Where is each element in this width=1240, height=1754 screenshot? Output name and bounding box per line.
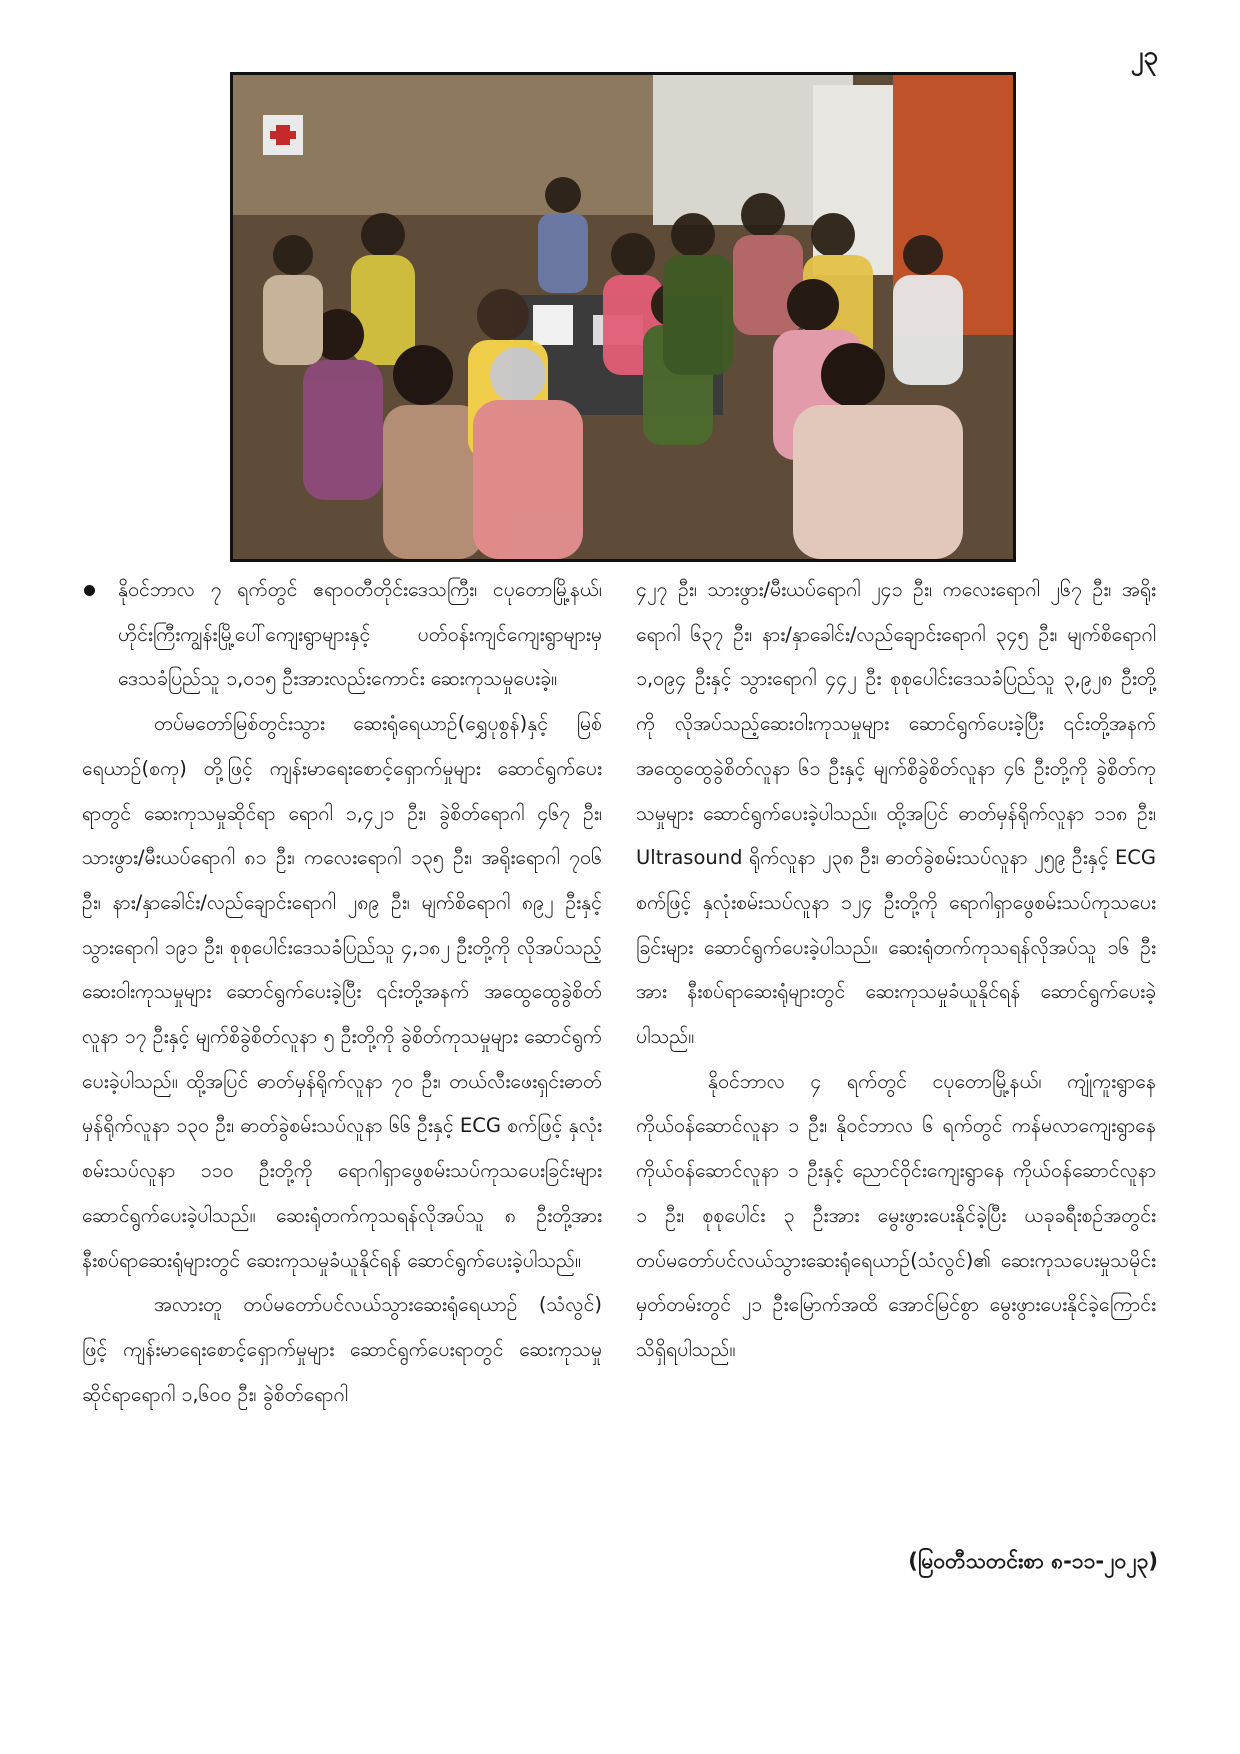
bullet-icon [84,585,95,596]
right-paragraph-2: နိုဝင်ဘာလ ၄ ရက်တွင် ငပုတောမြို့နယ်၊ ကျုံကူးရွာနေ ကိုယ်ဝန်ဆောင်လူနာ ၁ ဦး၊ နိုဝင်ဘာလ ၆ ရက်တွင် ကန်မလာကျေးရွာနေ ကိုယ်ဝန်ဆောင်လူနာ ၁ ဦးနှင့် ညောင်ဝိုင်းကျေးရွာနေ ကိုယ်ဝန်ဆောင်လူနာ ၁ ဦး၊ စုစုပေါင်း ၃ ဦးအား မွေးဖွားပေးနိုင်ခဲ့ပြီး ယခုခရီးစဉ်အတွင်း တပ်မတော်ပင်လယ်သွားဆေးရုံရေယာဉ်(သံလွင်)၏ ဆေးကုသပေးမှုသမိုင်းမှတ်တမ်းတွင် ၂၁ ဦးမြောက်အထိ အောင်မြင်စွာ မွေးဖွားပေးနိုင်ခဲ့ကြောင်း သိရှိရပါသည်။ [636,1069,1156,1361]
photo-medical-camp-icon [233,75,1013,559]
left-column [82,568,602,1417]
news-photo [230,72,1016,562]
page-number: ၂၃ [1130,41,1158,71]
bullet-paragraph [82,568,602,702]
source-citation: (မြဝတီသတင်းစာ ၈-၁၁-၂၀၂၃) [908,1549,1158,1573]
right-column [636,568,1156,1373]
left-paragraph-1: တပ်မတော်မြစ်တွင်းသွား ဆေးရုံရေယာဉ်(ရွှေပုစွန်)နှင့် မြစ်ရေယာဉ်(စကု) တို့ဖြင့် ကျန်းမာရေးစောင့်ရှောက်မှုများ ဆောင်ရွက်ပေးရာတွင် ဆေးကုသမှုဆိုင်ရာ ရောဂါ ၁,၄၂၁ ဦး၊ ခွဲစိတ်ရောဂါ ၄၆၇ ဦး၊ သားဖွား/မီးယပ်ရောဂါ ၈၁ ဦး၊ ကလေးရောဂါ ၁၃၅ ဦး၊ အရိုးရောဂါ ၇၀၆ ဦး၊ နား/နှာခေါင်း/လည်ချောင်းရောဂါ ၂၈၉ ဦး၊ မျက်စိရောဂါ ၈၉၂ ဦးနှင့် သွားရောဂါ ၁၉၁ ဦး၊ စုစုပေါင်းဒေသခံပြည်သူ ၄,၁၈၂ ဦးတို့ကို လိုအပ်သည့် ဆေးဝါးကုသမှုများ ဆောင်ရွက်ပေးခဲ့ပြီး ၎င်းတို့အနက် အထွေထွေခွဲစိတ်လူနာ ၁၇ ဦးနှင့် မျက်စိခွဲစိတ်လူနာ ၅ ဦးတို့ကို ခွဲစိတ်ကုသမှုများ ဆောင်ရွက်ပေးခဲ့ပါသည်။ ထို့အပြင် ဓာတ်မှန်ရိုက်လူနာ ၇၀ ဦး၊ တယ်လီးဖေးရှင်းဓာတ်မှန်ရိုက်လူနာ ၁၃၀ ဦး၊ ဓာတ်ခွဲစမ်းသပ်လူနာ ၆၆ ဦးနှင့် ECG စက်ဖြင့် နှလုံးစမ်းသပ်လူနာ ၁၁၀ ဦးတို့ကို ရောဂါရှာဖွေစမ်းသပ်ကုသပေးခြင်းများ ဆောင်ရွက်ပေးခဲ့ပါသည်။ ဆေးရုံတက်ကုသရန်လိုအပ်သူ ၈ ဦးတို့အား နီးစပ်ရာဆေးရုံများတွင် ဆေးကုသမှုခံယူနိုင်ရန် ဆောင်ရွက်ပေးခဲ့ပါသည်။ [82,712,602,1272]
bullet-text: နိုဝင်ဘာလ ၇ ရက်တွင် ဧရာဝတီတိုင်းဒေသကြီး၊ ငပုတောမြို့နယ်၊ ဟိုင်းကြီးကျွန်းမြို့ပေါ်ကျေးရွာများနှင့် ပတ်ဝန်းကျင်ကျေးရွာများမှ ဒေသခံပြည်သူ ၁,၀၁၅ ဦးအားလည်းကောင်း ဆေးကုသမှုပေးခဲ့။ [118,578,602,691]
right-paragraph-1: ၄၂၇ ဦး၊ သားဖွား/မီးယပ်ရောဂါ ၂၄၁ ဦး၊ ကလေးရောဂါ ၂၆၇ ဦး၊ အရိုးရောဂါ ၆၃၇ ဦး၊ နား/နှာခေါင်း/လည်ချောင်းရောဂါ ၃၄၅ ဦး၊ မျက်စိရောဂါ ၁,၀၉၄ ဦးနှင့် သွားရောဂါ ၄၄၂ ဦး စုစုပေါင်းဒေသခံပြည်သူ ၃,၉၂၈ ဦးတို့ကို လိုအပ်သည့်ဆေးဝါးကုသမှုများ ဆောင်ရွက်ပေးခဲ့ပြီး ၎င်းတို့အနက် အထွေထွေခွဲစိတ်လူနာ ၆၁ ဦးနှင့် မျက်စိခွဲစိတ်လူနာ ၄၆ ဦးတို့ကို ခွဲစိတ်ကုသမှုများ ဆောင်ရွက်ပေးခဲ့ပါသည်။ ထို့အပြင် ဓာတ်မှန်ရိုက်လူနာ ၁၁၈ ဦး၊ Ultrasound ရိုက်လူနာ ၂၃၈ ဦး၊ ဓာတ်ခွဲစမ်းသပ်လူနာ ၂၅၉ ဦးနှင့် ECG စက်ဖြင့် နှလုံးစမ်းသပ်လူနာ ၁၂၄ ဦးတို့ကို ရောဂါရှာဖွေစမ်းသပ်ကုသပေးခြင်းများ ဆောင်ရွက်ပေးခဲ့ပါသည်။ ဆေးရုံတက်ကုသရန်လိုအပ်သူ ၁၆ ဦးအား နီးစပ်ရာဆေးရုံများတွင် ဆေးကုသမှုခံယူနိုင်ရန် ဆောင်ရွက်ပေးခဲ့ပါသည်။ [636,578,1156,1049]
left-paragraph-2: အလားတူ တပ်မတော်ပင်လယ်သွားဆေးရုံရေယာဉ် (သံလွင်) ဖြင့် ကျန်းမာရေးစောင့်ရှောက်မှုများ ဆောင်ရွက်ပေးရာတွင် ဆေးကုသမှုဆိုင်ရာရောဂါ ၁,၆၀၀ ဦး၊ ခွဲစိတ်ရောဂါ [82,1293,602,1406]
